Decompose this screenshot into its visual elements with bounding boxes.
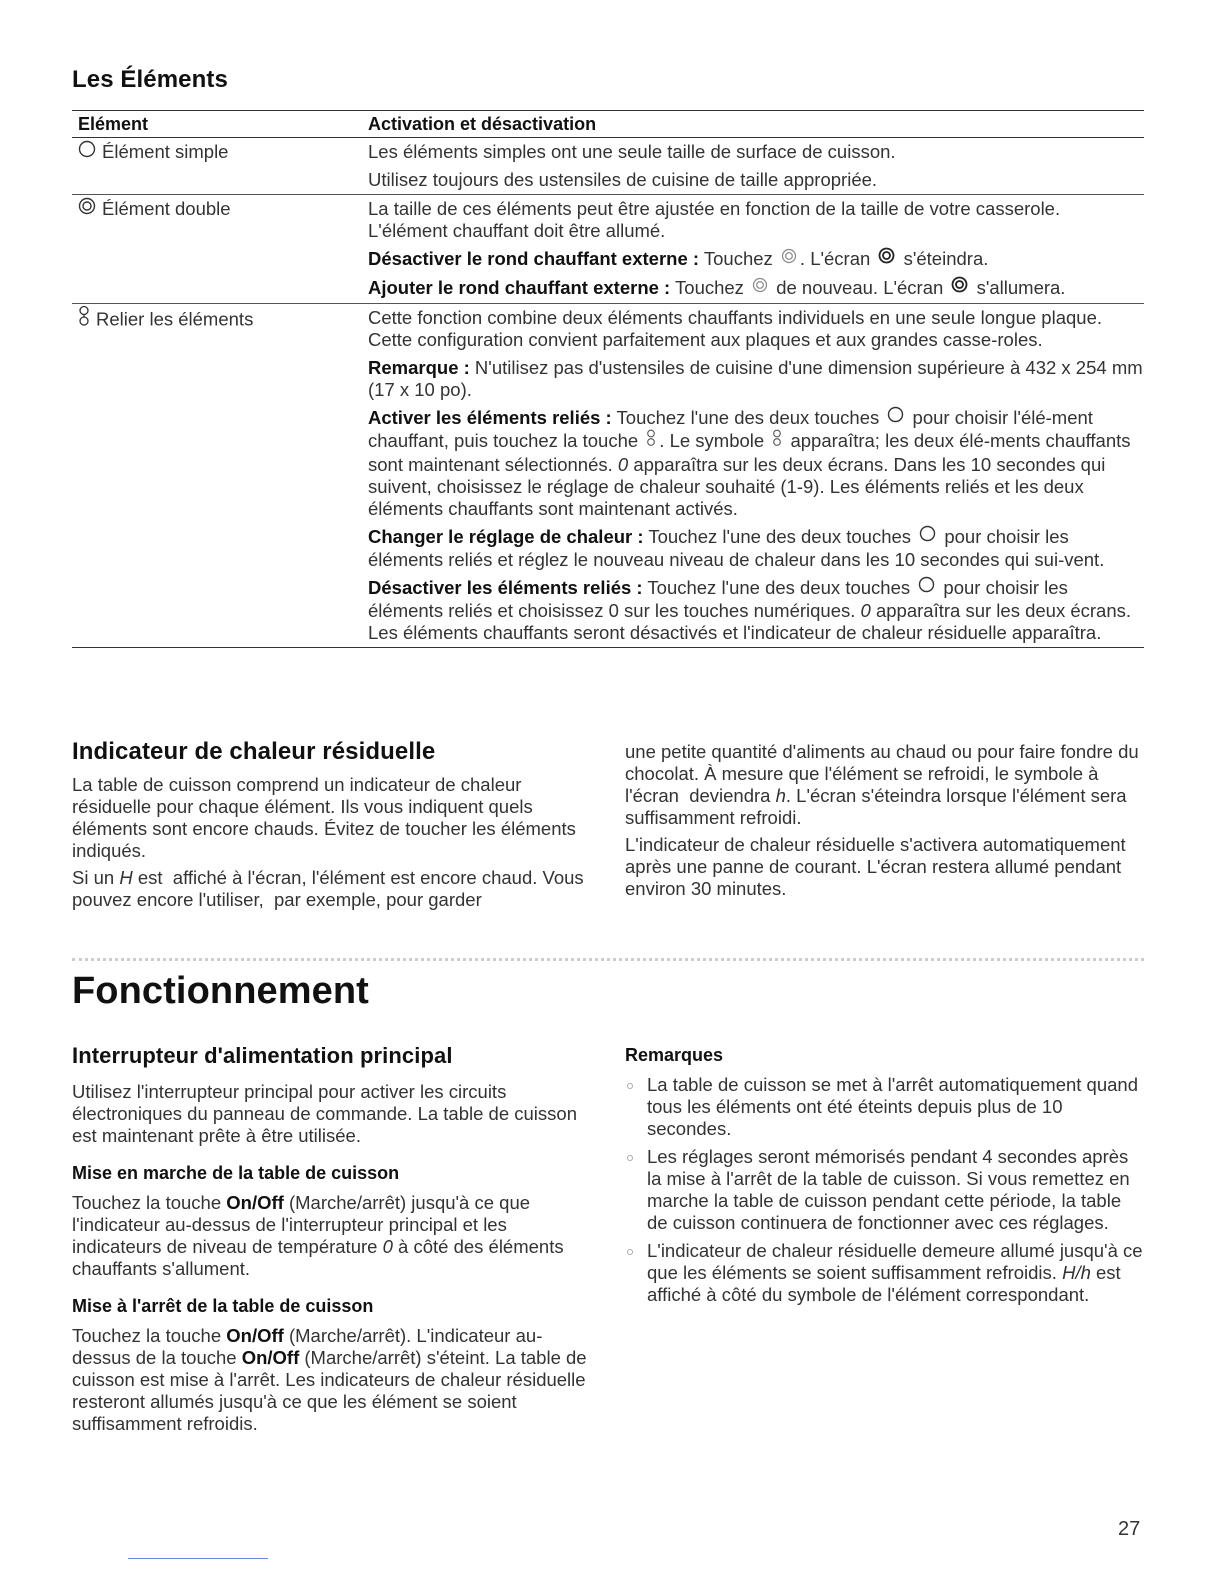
row-link-label: Relier les éléments xyxy=(96,308,254,330)
table-row-link xyxy=(72,304,1144,648)
table-row-double xyxy=(72,195,1144,304)
bullet-icon xyxy=(627,1083,633,1089)
operation-col-right xyxy=(625,1045,1145,1312)
main-switch-p1: Utilisez l'interrupteur principal pour activer les circuits électroniques du panneau de commande. La table de cuisson est maintenant prête à être utilisée. xyxy=(72,1081,577,1146)
header-activation: Activation et désactivation xyxy=(368,113,597,134)
segment-display-h-pair: H/h xyxy=(1062,1262,1091,1283)
residual-title: Indicateur de chaleur résiduelle xyxy=(72,738,436,765)
section-divider xyxy=(72,958,1144,961)
single-circle-icon xyxy=(78,140,96,163)
turn-on-p: Touchez la touche On/Off (Marche/arrêt) jusqu'à ce que l'indicateur au-dessus de l'interrupteur principal et les indicateurs de niveau de température 0 à côté des éléments chauffants s'allument. xyxy=(72,1192,564,1279)
list-item: La table de cuisson se met à l'arrêt automatiquement quand tous les éléments ont été éteints depuis plus de 10 secondes. xyxy=(625,1074,1145,1140)
double-circle-icon xyxy=(78,197,96,220)
page-number: 27 xyxy=(1118,1518,1141,1540)
turn-on-title: Mise en marche de la table de cuisson xyxy=(72,1163,400,1183)
main-switch-title: Interrupteur d'alimentation principal xyxy=(72,1043,453,1068)
row-link-p2: Remarque : N'utilisez pas d'ustensiles de cuisine d'une dimension supérieure à 432 x 254 mm (17 x 10 po). xyxy=(368,357,1143,401)
double-circle-key-icon xyxy=(781,247,797,269)
residual-p1: La table de cuisson comprend un indicateur de chaleur résiduelle pour chaque élément. Ils vous indiquent quels éléments sont encore chauds. Évitez de toucher les éléments indiqués. xyxy=(72,774,576,861)
operation-title: Fonctionnement xyxy=(72,970,369,1012)
segment-display-zero: 0 xyxy=(382,1236,393,1257)
double-circle-key-icon xyxy=(752,276,768,298)
table-row-simple xyxy=(72,138,1144,195)
row-double-p2: Désactiver le rond chauffant externe : Touchez . L'écran s'éteindra. xyxy=(368,248,989,269)
residual-col-left xyxy=(72,774,588,916)
remarks-list xyxy=(625,1074,1145,1306)
deactivate-outer-label: Désactiver le rond chauffant externe : xyxy=(368,248,700,269)
table-header xyxy=(72,110,1144,138)
row-link-p3: Activer les éléments reliés : Touchez l'une des deux touches pour choisir l'élé-ment chauffant, puis touchez la touche . Le symbole apparaîtra; les deux élé-ments chauffants sont maintenant sélectionnés. 0 apparaîtra sur les deux écrans. Dans les 10 secondes qui suivent, choisissez le réglage de chaleur souhaité (1-9). Les éléments reliés et les deux éléments chauffants sont maintenant activés. xyxy=(368,407,1131,519)
elements-table xyxy=(72,110,1144,648)
double-circle-display-icon xyxy=(878,247,895,269)
residual-p3: L'indicateur de chaleur résiduelle s'activera automatiquement après une panne de courant. L'écran restera allumé pendant environ 30 minutes. xyxy=(625,834,1126,899)
row-double-p3: Ajouter le rond chauffant externe : Touchez de nouveau. L'écran s'allumera. xyxy=(368,277,1066,299)
list-item: L'indicateur de chaleur résiduelle demeure allumé jusqu'à ce que les éléments se soient suffisamment refroidis. H/h est affiché à côté du symbole de l'élément correspondant. xyxy=(625,1240,1145,1306)
turn-off-title: Mise à l'arrêt de la table de cuisson xyxy=(72,1296,374,1316)
link-key-icon xyxy=(646,429,656,452)
single-circle-key-icon xyxy=(887,406,904,428)
linked-elements-icon xyxy=(78,305,90,332)
residual-p2-start: Si un H est affiché à l'écran, l'élément est encore chaud. Vous pouvez encore l'utiliser, par exemple, pour garder xyxy=(72,867,584,910)
operation-col-left xyxy=(72,1043,592,1440)
segment-display-h-lower: h xyxy=(775,785,786,806)
residual-p2-continued: une petite quantité d'aliments au chaud ou pour faire fondre du chocolat. À mesure que l'élément se refroidi, le symbole à l'écran deviendra h. L'écran s'éteindra lorsque l'élément sera suffisamment refroidi. xyxy=(625,741,1139,828)
row-double-p1: La taille de ces éléments peut être ajustée en fonction de la taille de votre casserole. L'élément chauffant doit être allumé. xyxy=(368,198,1061,241)
residual-col-right xyxy=(625,741,1143,905)
row-simple-p1: Les éléments simples ont une seule taille de surface de cuisson. xyxy=(368,141,896,162)
bullet-icon xyxy=(627,1249,633,1255)
row-link-p5: Désactiver les éléments reliés : Touchez l'une des deux touches pour choisir les éléments reliés et choisissez 0 sur les touches numériques. 0 apparaîtra sur les deux écrans. Les éléments chauffants seront désactivés et l'indicateur de chaleur résiduelle apparaîtra. xyxy=(368,577,1132,644)
segment-display-zero: 0 xyxy=(617,453,629,475)
segment-display-h-upper: H xyxy=(119,867,133,888)
segment-display-zero: 0 xyxy=(860,600,871,622)
remarks-title: Remarques xyxy=(625,1045,724,1065)
single-circle-key-icon xyxy=(918,576,935,598)
header-element: Elément xyxy=(78,113,149,134)
row-link-p4: Changer le réglage de chaleur : Touchez l'une des deux touches pour choisir les éléments reliés et réglez le nouveau niveau de chaleur dans les 10 secondes qui sui-vent. xyxy=(368,525,1105,571)
link-symbol-icon xyxy=(772,429,782,452)
row-simple-label: Élément simple xyxy=(102,141,229,162)
list-item: Les réglages seront mémorisés pendant 4 secondes après la mise à l'arrêt de la table de cuisson. Si vous remettez en marche la table de cuisson pendant cette période, la table de cuisson continuera de fonctionner avec ces réglages. xyxy=(625,1146,1145,1234)
turn-off-p: Touchez la touche On/Off (Marche/arrêt). L'indicateur au-dessus de la touche On/Off (Marche/arrêt) s'éteint. La table de cuisson est mise à l'arrêt. Les indicateurs de chaleur résiduelle resteront allumés jusqu'à ce que les élément se soient suffisamment refroidis. xyxy=(72,1325,587,1434)
add-outer-label: Ajouter le rond chauffant externe : xyxy=(368,277,671,299)
row-simple-p2: Utilisez toujours des ustensiles de cuisine de taille appropriée. xyxy=(368,169,878,190)
single-circle-key-icon xyxy=(919,525,936,547)
elements-section-title: Les Éléments xyxy=(72,66,228,93)
bullet-icon xyxy=(627,1155,633,1161)
double-circle-display-icon xyxy=(951,276,968,298)
row-double-label: Élément double xyxy=(102,198,231,219)
row-link-p1: Cette fonction combine deux éléments chauffants individuels en une seule longue plaque. Cette configuration convient parfaitement aux plaques et aux grandes casse-roles. xyxy=(368,307,1102,351)
footer-line xyxy=(128,1558,268,1559)
